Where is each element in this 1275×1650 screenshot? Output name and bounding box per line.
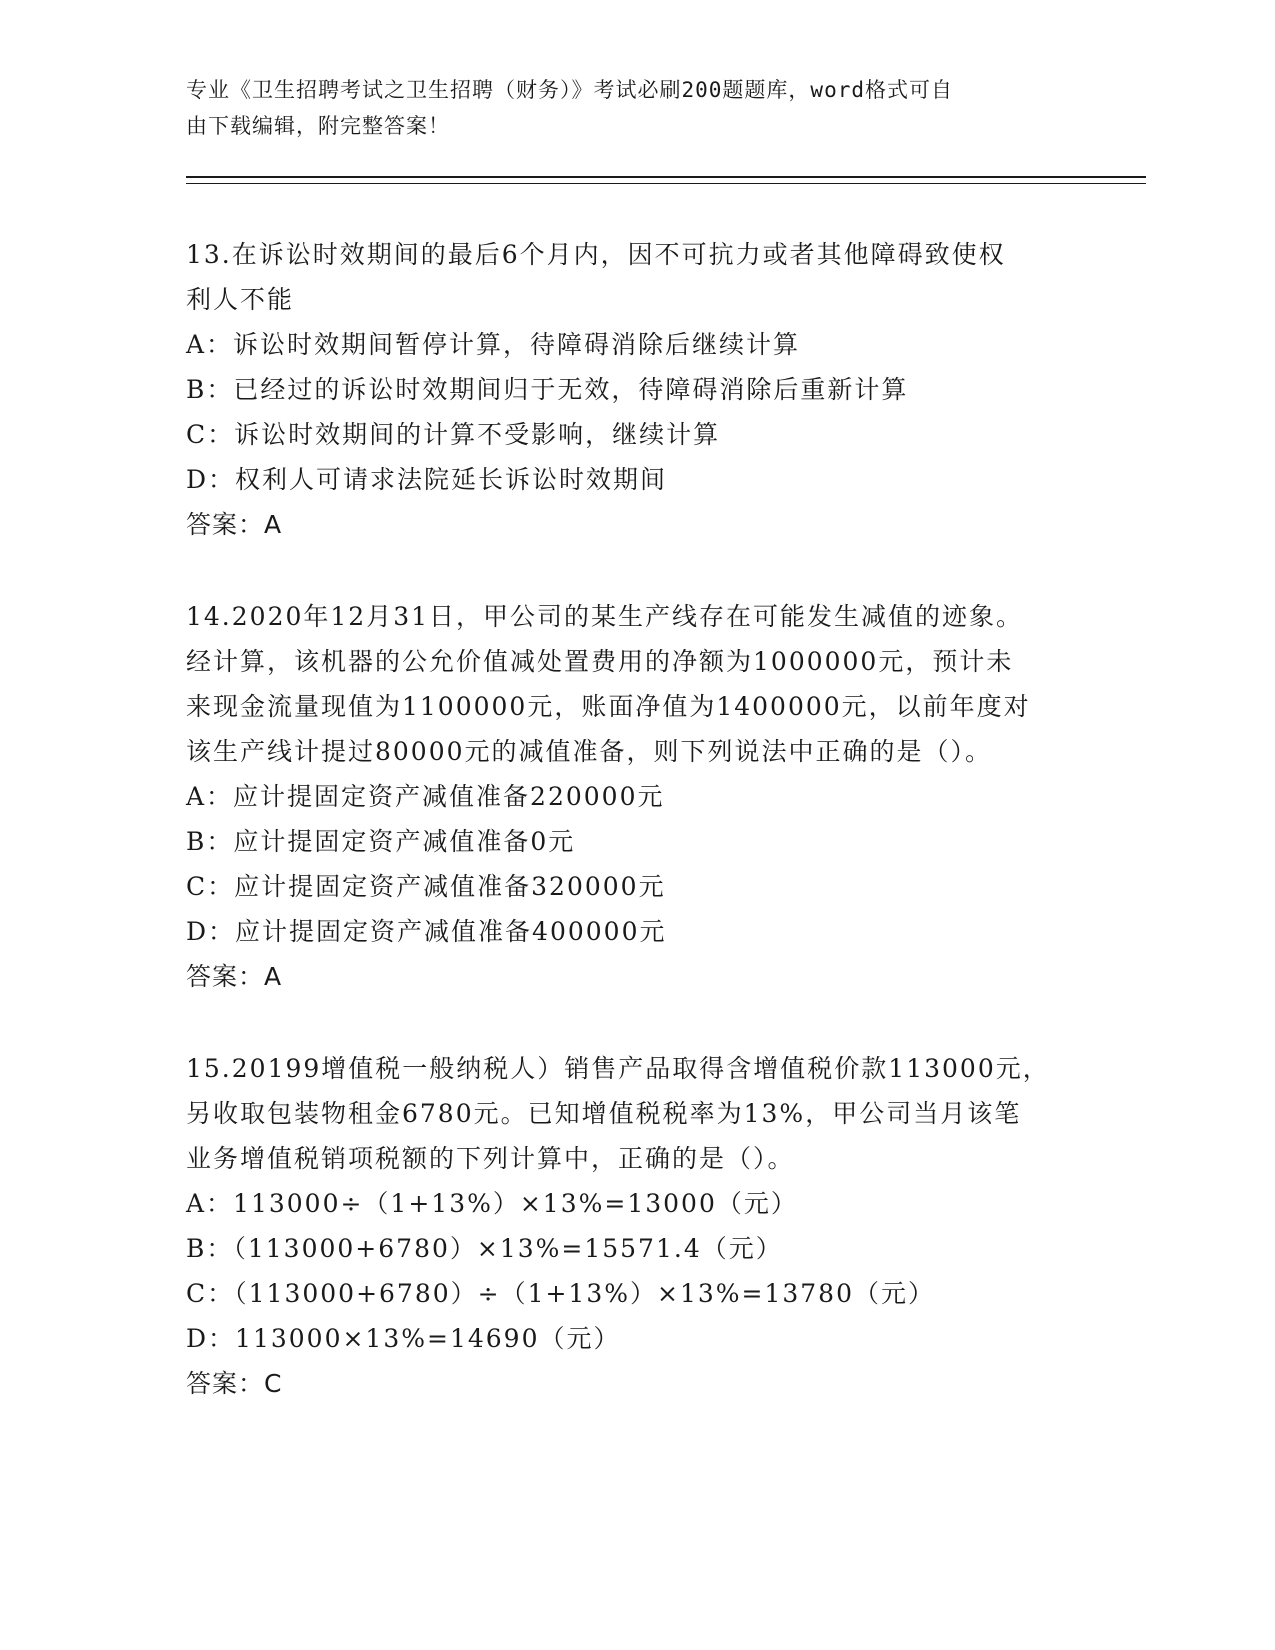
option-d: D：应计提固定资产减值准备400000元: [186, 917, 667, 946]
document-header: [186, 72, 1066, 144]
question-stem-line: 利人不能: [186, 285, 295, 314]
question-stem-line: 13.在诉讼时效期间的最后6个月内，因不可抗力或者其他障碍致使权: [186, 240, 1006, 269]
option-d: D：权利人可请求法院延长诉讼时效期间: [186, 465, 668, 494]
question-stem-line: 该生产线计提过80000元的减值准备，则下列说法中正确的是（）。: [186, 737, 993, 766]
option-c: C：（113000+6780）÷（1+13%）×13%=13780（元）: [186, 1279, 935, 1308]
option-d: D：113000×13%=14690（元）: [186, 1324, 621, 1353]
header-line-2: 由下载编辑，附完整答案！: [186, 114, 450, 138]
header-line-1: 专业《卫生招聘考试之卫生招聘（财务）》考试必刷200题题库，word格式可自: [186, 78, 953, 102]
option-a: A：应计提固定资产减值准备220000元: [186, 782, 665, 811]
option-a: A：诉讼时效期间暂停计算，待障碍消除后继续计算: [186, 330, 801, 359]
question-14: [186, 594, 1066, 999]
question-stem-line: 15.20199增值税一般纳税人）销售产品取得含增值税价款113000元，: [186, 1054, 1050, 1083]
header-divider: [186, 176, 1146, 184]
question-stem-line: 来现金流量现值为1100000元，账面净值为1400000元，以前年度对: [186, 692, 1031, 721]
question-stem-line: 业务增值税销项税额的下列计算中，正确的是（）。: [186, 1144, 795, 1173]
question-15: [186, 1046, 1066, 1406]
option-b: B：已经过的诉讼时效期间归于无效，待障碍消除后重新计算: [186, 375, 909, 404]
answer-line: 答案：C: [186, 1369, 283, 1398]
question-stem-line: 14.2020年12月31日，甲公司的某生产线存在可能发生减值的迹象。: [186, 602, 1024, 631]
question-stem-line: 经计算，该机器的公允价值减处置费用的净额为1000000元，预计未: [186, 647, 1014, 676]
option-b: B：应计提固定资产减值准备0元: [186, 827, 576, 856]
answer-line: 答案：A: [186, 510, 283, 539]
answer-line: 答案：A: [186, 962, 283, 991]
option-a: A：113000÷（1+13%）×13%=13000（元）: [186, 1189, 798, 1218]
question-stem-line: 另收取包装物租金6780元。已知增值税税率为13%，甲公司当月该笔: [186, 1099, 1022, 1128]
document-page: [186, 0, 1146, 1650]
question-13: [186, 232, 1066, 547]
option-b: B：（113000+6780）×13%=15571.4（元）: [186, 1234, 783, 1263]
option-c: C：应计提固定资产减值准备320000元: [186, 872, 666, 901]
option-c: C：诉讼时效期间的计算不受影响，继续计算: [186, 420, 721, 449]
